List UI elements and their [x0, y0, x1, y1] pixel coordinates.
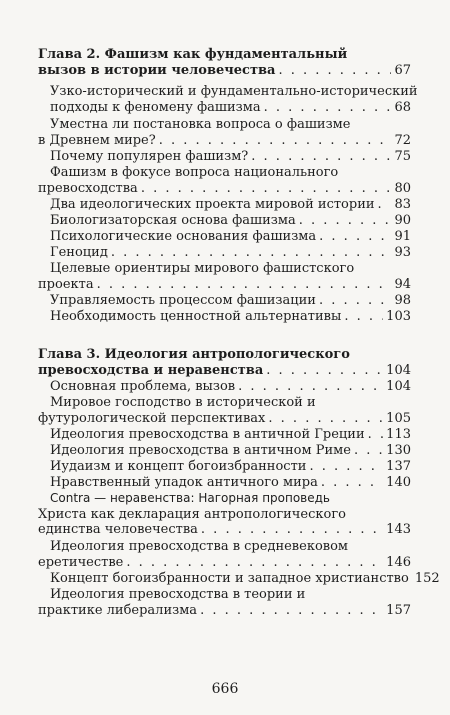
page-number: 83 — [394, 197, 411, 212]
page-number: 104 — [386, 379, 411, 394]
entry-text: Два идеологических проекта мировой истории — [50, 197, 375, 212]
page-number: 104 — [386, 362, 411, 378]
toc-entry — [38, 165, 411, 196]
dot-leader — [321, 475, 383, 491]
toc-entry — [38, 213, 411, 229]
toc-entry — [38, 149, 411, 165]
entry-text: превосходства — [38, 180, 138, 196]
entry-text: практике либерализма — [38, 602, 198, 618]
toc-entry — [38, 427, 411, 443]
toc-entry — [38, 395, 411, 426]
entry-text: футурологической перспективах — [38, 410, 266, 426]
page-number: 68 — [394, 99, 411, 115]
toc-entry — [38, 539, 411, 570]
page-number: 157 — [386, 602, 411, 618]
dot-leader — [299, 213, 392, 229]
page-number: 90 — [394, 213, 411, 228]
chapter-title-line: вызов в истории человечества — [38, 62, 276, 78]
toc-entry — [38, 261, 411, 292]
dot-leader — [201, 522, 383, 538]
entry-text: Христа как декларация антропологического — [38, 506, 346, 522]
page-number: 91 — [394, 229, 411, 244]
entry-text: Геноцид — [50, 245, 108, 260]
entry-text: проекта — [38, 276, 94, 292]
chapter-2-heading — [38, 47, 411, 78]
page-number: 130 — [386, 443, 411, 458]
entry-text: Contra — неравенства: Нагорная проповедь — [50, 491, 331, 505]
dot-leader — [238, 379, 383, 395]
page-number: 93 — [394, 245, 411, 260]
entry-text: единства человечества — [38, 522, 198, 538]
toc-entry — [38, 475, 411, 491]
entry-text: Идеология превосходства в античной Греции — [50, 427, 365, 442]
page-number: 113 — [386, 427, 411, 442]
entry-text: Основная проблема, вызов — [50, 379, 236, 394]
chapter-3-heading — [38, 347, 411, 378]
dot-leader — [268, 411, 383, 427]
entry-text: Биологизаторская основа фашизма — [50, 213, 296, 228]
toc-entry — [38, 491, 411, 538]
toc-entry — [38, 587, 411, 618]
dot-leader — [264, 100, 392, 116]
entry-text: Мировое господство в исторической и — [50, 395, 316, 410]
entry-text: Идеология превосходства в средневековом — [50, 539, 349, 554]
toc-entry — [38, 229, 411, 245]
dot-leader — [309, 459, 383, 475]
toc-entry — [38, 293, 411, 309]
dot-leader — [354, 443, 383, 459]
dot-leader — [278, 63, 391, 79]
entry-text: Идеология превосходства в теории и — [50, 587, 306, 602]
dot-leader — [126, 555, 383, 571]
page-number: 80 — [394, 180, 411, 196]
dot-leader — [266, 363, 383, 379]
entry-text: в Древнем мире? — [38, 132, 156, 148]
page-number: 98 — [394, 293, 411, 308]
page-number: 146 — [386, 554, 411, 570]
toc-entry — [38, 197, 411, 213]
dot-leader — [319, 229, 391, 245]
chapter-title-line: Глава 3. Идеология антропологического — [38, 347, 350, 362]
entry-text: Фашизм в фокусе вопроса национального — [50, 165, 339, 180]
toc-entry — [38, 459, 411, 475]
entry-text: Узко-исторический и фундаментально-исторический — [50, 84, 418, 99]
toc-entry — [38, 443, 411, 459]
entry-text: Управляемость процессом фашизации — [50, 293, 316, 308]
dot-leader — [378, 197, 392, 213]
page-number: 94 — [394, 276, 411, 292]
entry-text: Нравственный упадок античного мира — [50, 475, 318, 490]
dot-leader — [344, 309, 383, 325]
toc-entry — [38, 379, 411, 395]
page-number: 75 — [394, 149, 411, 164]
page-number: 152 — [414, 571, 440, 586]
page-number: 67 — [394, 62, 411, 78]
page-folio: 666 — [211, 681, 239, 697]
entry-text: Идеология превосходства в античном Риме — [50, 443, 351, 458]
entry-text: Почему популярен фашизм? — [50, 149, 249, 164]
page-number: 140 — [386, 475, 411, 490]
page-number: 103 — [386, 309, 411, 324]
chapter-title-line: превосходства и неравенства — [38, 362, 264, 378]
toc-entry — [38, 84, 418, 115]
toc-entry — [38, 117, 411, 148]
chapter-title-line: Глава 2. Фашизм как фундаментальный — [38, 47, 348, 62]
dot-leader — [319, 293, 392, 309]
page-number: 143 — [386, 522, 411, 538]
entry-text: Целевые ориентиры мирового фашистского — [50, 261, 355, 276]
entry-text: Концепт богоизбранности и западное христианство — [50, 571, 409, 586]
entry-text: Психологические основания фашизма — [50, 229, 317, 244]
dot-leader — [97, 277, 392, 293]
page-number: 137 — [386, 459, 411, 474]
toc-entry — [38, 571, 440, 587]
entry-text: Уместна ли постановка вопроса о фашизме — [50, 117, 351, 132]
dot-leader — [251, 149, 391, 165]
entry-text: подходы к феномену фашизма — [50, 99, 261, 115]
page-number: 72 — [394, 132, 411, 148]
entry-text: Необходимость ценностной альтернативы — [50, 309, 342, 324]
toc-entry — [38, 245, 411, 261]
toc-entry — [38, 309, 411, 325]
entry-text: Иудаизм и концепт богоизбранности — [50, 459, 307, 474]
page-number: 105 — [386, 410, 411, 426]
dot-leader — [159, 133, 392, 149]
dot-leader — [368, 427, 384, 443]
dot-leader — [200, 603, 383, 619]
dot-leader — [111, 245, 392, 261]
dot-leader — [141, 181, 392, 197]
entry-text: еретичестве — [38, 554, 124, 570]
